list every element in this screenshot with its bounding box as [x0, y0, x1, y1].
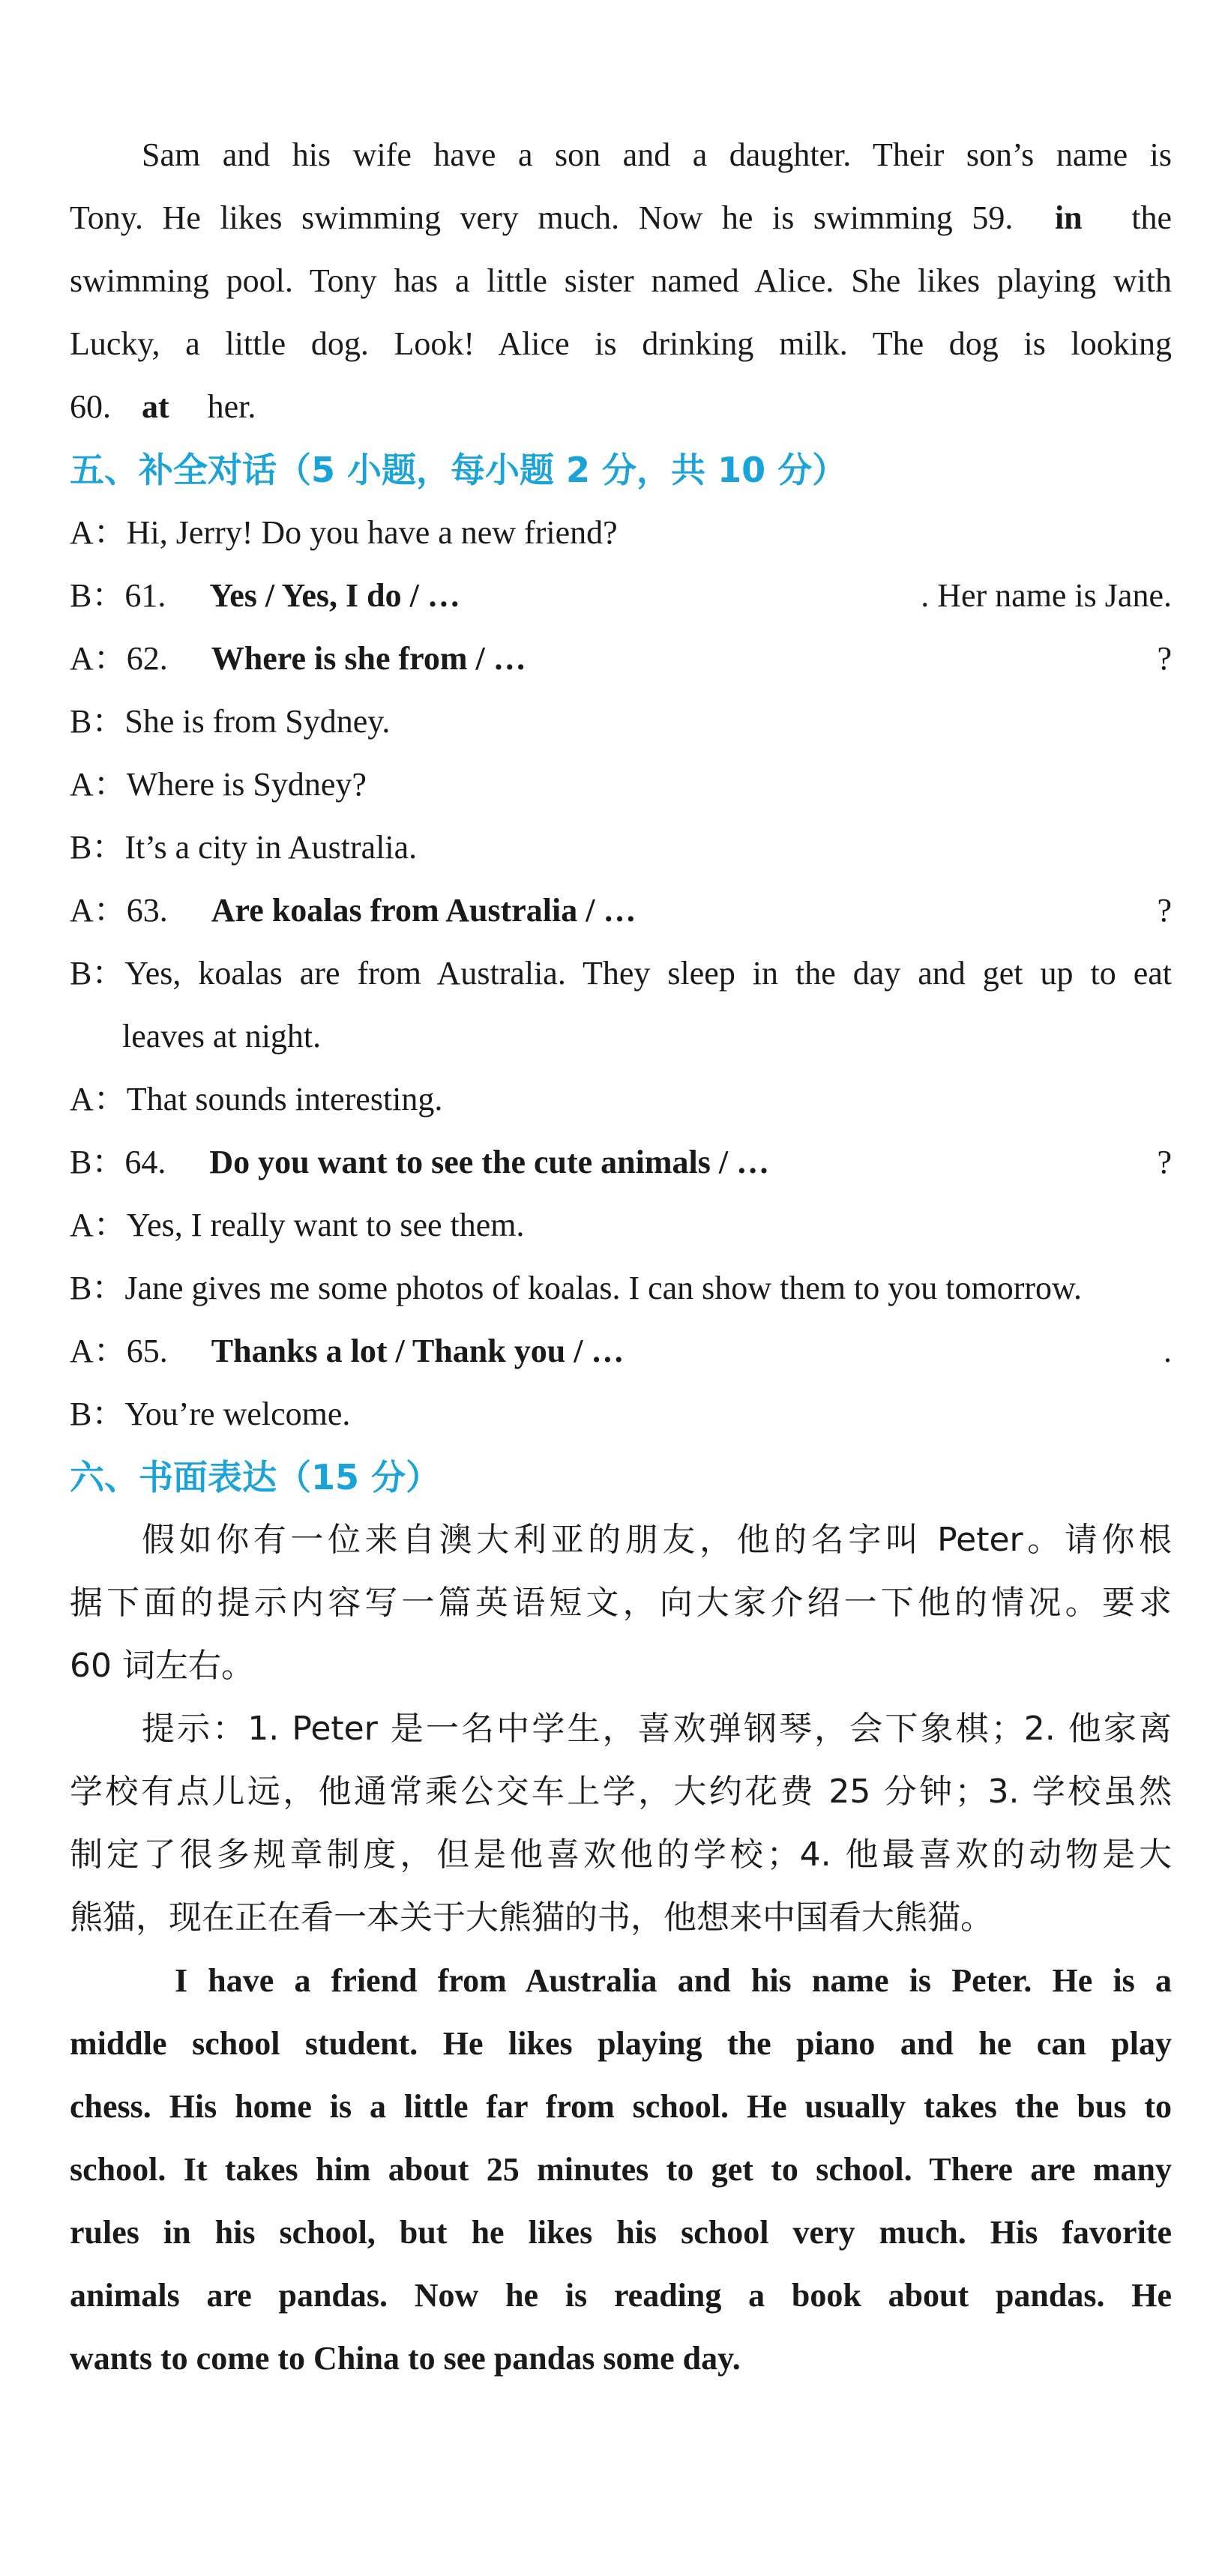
dialogue-line	[70, 501, 1172, 564]
speaker: B：	[70, 577, 125, 614]
dialogue-line	[70, 942, 1172, 1005]
essay-line: rules in his school, but he likes his school very much. His favorite	[70, 2214, 1172, 2251]
answer-page	[70, 124, 1172, 2390]
dialogue-text: It’s a city in Australia.	[124, 829, 418, 866]
dialogue-text: Where is Sydney?	[126, 766, 367, 803]
dialogue-line	[70, 690, 1172, 753]
answer-59: in	[1054, 199, 1083, 236]
speaker: B：	[70, 829, 125, 866]
speaker: A：	[70, 766, 127, 803]
dialogue-text: Yes, I really want to see them.	[126, 1207, 525, 1243]
story-text: the	[1131, 199, 1173, 236]
speaker: A：	[70, 892, 127, 929]
question-number: 64.	[124, 1144, 166, 1180]
speaker: B：	[70, 703, 125, 740]
speaker: A：	[70, 1207, 127, 1243]
sample-essay	[70, 1949, 1172, 2390]
writing-prompt: 60 词左右。	[70, 1647, 254, 1685]
dialogue-tail: .	[1164, 1333, 1172, 1369]
answer-61: Yes / Yes, I do / …	[209, 577, 460, 614]
dialogue-text: You’re welcome.	[124, 1396, 351, 1432]
answer-64: Do you want to see the cute animals / …	[209, 1144, 770, 1180]
speaker: B：	[70, 1270, 125, 1306]
essay-line: animals are pandas. Now he is reading a book about pandas. He	[70, 2277, 1172, 2314]
story-text: her.	[207, 388, 256, 425]
writing-prompt: 据下面的提示内容写一篇英语短文，向大家介绍一下他的情况。要求	[70, 1584, 1172, 1622]
speaker: A：	[70, 1081, 127, 1117]
dialogue-line	[70, 1068, 1172, 1131]
essay-line: chess. His home is a little far from school. He usually takes the bus to	[70, 2088, 1172, 2125]
story-text: Tony. He likes swimming very much. Now he is swimming 59.	[70, 199, 1014, 236]
answer-60: at	[142, 388, 169, 425]
essay-line: I have a friend from Australia and his name is Peter. He is a	[175, 1962, 1172, 1999]
dialogue-line	[70, 1257, 1172, 1320]
essay-line: middle school student. He likes playing the piano and he can play	[70, 2025, 1172, 2062]
speaker: A：	[70, 1333, 127, 1369]
dialogue-tail: ?	[1157, 640, 1172, 677]
dialogue-tail: ?	[1157, 892, 1172, 929]
speaker: B：	[70, 955, 125, 992]
speaker: B：	[70, 1144, 125, 1180]
writing-hint: 学校有点儿远，他通常乘公交车上学，大约花费 25 分钟；3. 学校虽然	[70, 1773, 1172, 1811]
question-number: 65.	[126, 1333, 168, 1369]
dialogue-tail: . Her name is Jane.	[921, 577, 1172, 614]
section-6-heading: 六、书面表达（15 分）	[70, 1457, 441, 1497]
question-number: 63.	[126, 892, 168, 929]
story-line	[70, 375, 1172, 438]
writing-hint: 制定了很多规章制度，但是他喜欢他的学校；4. 他最喜欢的动物是大	[70, 1836, 1172, 1874]
answer-62: Where is she from / …	[211, 640, 526, 677]
dialogue-line	[70, 1131, 1172, 1194]
story-line: swimming pool. Tony has a little sister named Alice. She likes playing with	[70, 262, 1172, 299]
question-number: 60.	[70, 388, 111, 425]
speaker: A：	[70, 514, 127, 551]
dialogue-line	[70, 1320, 1172, 1383]
dialogue-line	[70, 879, 1172, 942]
dialogue-text: Yes, koalas are from Australia. They sleep in the day and get up to eat	[124, 955, 1172, 992]
dialogue-text: Hi, Jerry! Do you have a new friend?	[126, 514, 618, 551]
dialogue-text: She is from Sydney.	[124, 703, 391, 740]
question-number: 62.	[126, 640, 168, 677]
dialogue-text: Jane gives me some photos of koalas. I can show them to you tomorrow.	[124, 1270, 1082, 1306]
dialogue-text: That sounds interesting.	[126, 1081, 443, 1117]
dialogue	[70, 501, 1172, 1446]
essay-line: wants to come to China to see pandas some day.	[70, 2340, 741, 2377]
writing-prompt: 假如你有一位来自澳大利亚的朋友，他的名字叫 Peter。请你根	[142, 1521, 1172, 1559]
dialogue-line	[70, 564, 1172, 627]
story-line: Lucky, a little dog. Look! Alice is drinking milk. The dog is looking	[70, 325, 1172, 362]
dialogue-line-continued: leaves at night.	[122, 1018, 322, 1055]
dialogue-tail: ?	[1157, 1144, 1172, 1180]
dialogue-line	[70, 816, 1172, 879]
answer-65: Thanks a lot / Thank you / …	[211, 1333, 624, 1369]
answer-63: Are koalas from Australia / …	[211, 892, 636, 929]
speaker: B：	[70, 1396, 125, 1432]
essay-line: school. It takes him about 25 minutes to get to school. There are many	[70, 2151, 1172, 2188]
writing-hint: 熊猫，现在正在看一本关于大熊猫的书，他想来中国看大熊猫。	[70, 1898, 993, 1937]
writing-hint: 提示：1. Peter 是一名中学生，喜欢弹钢琴，会下象棋；2. 他家离	[142, 1710, 1172, 1748]
dialogue-line	[70, 753, 1172, 816]
story-line: Sam and his wife have a son and a daughter. Their son’s name is	[142, 136, 1172, 173]
section-5-heading: 五、补全对话（5 小题，每小题 2 分，共 10 分）	[70, 450, 847, 490]
dialogue-line	[70, 627, 1172, 690]
story-line	[70, 187, 1172, 250]
speaker: A：	[70, 640, 127, 677]
question-number: 61.	[124, 577, 166, 614]
dialogue-line	[70, 1194, 1172, 1257]
dialogue-line	[70, 1383, 1172, 1446]
